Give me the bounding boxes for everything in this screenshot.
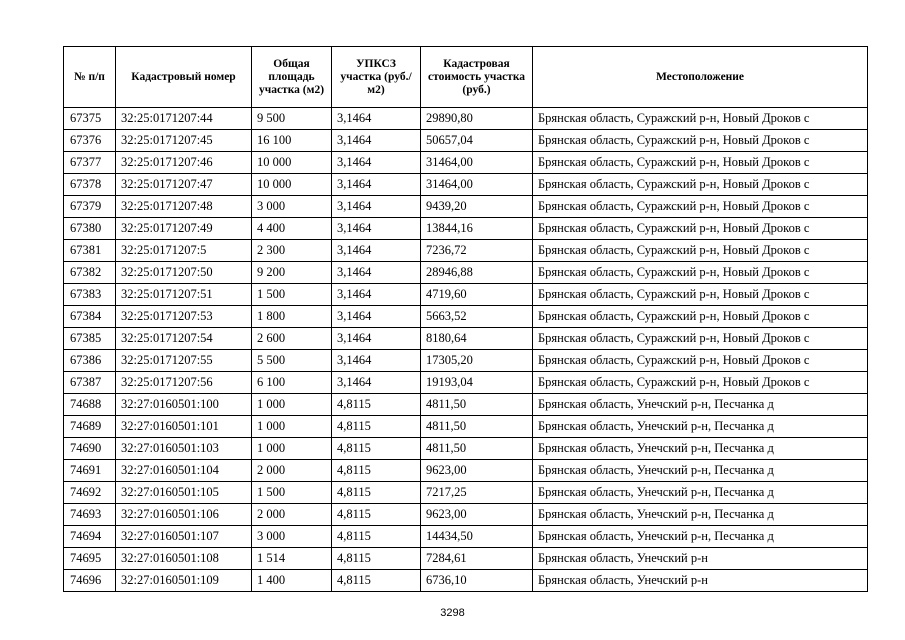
cell-cadastral-value: 4811,50 bbox=[421, 394, 533, 416]
cell-cadastral-number: 32:27:0160501:100 bbox=[116, 394, 252, 416]
cell-location: Брянская область, Суражский р-н, Новый Дроков с bbox=[533, 130, 868, 152]
cell-upksz: 3,1464 bbox=[332, 152, 421, 174]
cell-location: Брянская область, Унечский р-н, Песчанка д bbox=[533, 482, 868, 504]
table-row bbox=[64, 482, 868, 504]
header-index: № п/п bbox=[64, 47, 116, 108]
cell-cadastral-value: 9623,00 bbox=[421, 460, 533, 482]
cell-index: 67384 bbox=[64, 306, 116, 328]
cell-index: 67381 bbox=[64, 240, 116, 262]
cell-cadastral-value: 7236,72 bbox=[421, 240, 533, 262]
table-row bbox=[64, 152, 868, 174]
cell-cadastral-value: 5663,52 bbox=[421, 306, 533, 328]
cell-index: 67376 bbox=[64, 130, 116, 152]
cell-cadastral-value: 4719,60 bbox=[421, 284, 533, 306]
table-row bbox=[64, 218, 868, 240]
cell-location: Брянская область, Унечский р-н, Песчанка д bbox=[533, 460, 868, 482]
cell-upksz: 3,1464 bbox=[332, 372, 421, 394]
cell-location: Брянская область, Суражский р-н, Новый Дроков с bbox=[533, 372, 868, 394]
cell-cadastral-number: 32:25:0171207:5 bbox=[116, 240, 252, 262]
cell-area: 3 000 bbox=[252, 196, 332, 218]
cell-cadastral-value: 4811,50 bbox=[421, 416, 533, 438]
header-cadastral-number: Кадастровый номер bbox=[116, 47, 252, 108]
cell-area: 1 000 bbox=[252, 416, 332, 438]
cell-index: 74690 bbox=[64, 438, 116, 460]
cell-upksz: 4,8115 bbox=[332, 504, 421, 526]
cell-index: 67380 bbox=[64, 218, 116, 240]
cell-location: Брянская область, Унечский р-н, Песчанка д bbox=[533, 438, 868, 460]
cell-index: 74695 bbox=[64, 548, 116, 570]
cell-cadastral-value: 9623,00 bbox=[421, 504, 533, 526]
cell-cadastral-value: 17305,20 bbox=[421, 350, 533, 372]
cell-cadastral-number: 32:25:0171207:47 bbox=[116, 174, 252, 196]
cell-cadastral-value: 6736,10 bbox=[421, 570, 533, 592]
table-row bbox=[64, 108, 868, 130]
cell-cadastral-value: 9439,20 bbox=[421, 196, 533, 218]
cell-index: 67382 bbox=[64, 262, 116, 284]
cell-location: Брянская область, Унечский р-н, Песчанка д bbox=[533, 394, 868, 416]
cell-area: 5 500 bbox=[252, 350, 332, 372]
cell-cadastral-value: 31464,00 bbox=[421, 174, 533, 196]
cell-upksz: 3,1464 bbox=[332, 108, 421, 130]
table-row bbox=[64, 306, 868, 328]
cell-location: Брянская область, Суражский р-н, Новый Дроков с bbox=[533, 328, 868, 350]
table-row bbox=[64, 504, 868, 526]
cell-index: 67387 bbox=[64, 372, 116, 394]
cell-cadastral-number: 32:27:0160501:101 bbox=[116, 416, 252, 438]
table-row bbox=[64, 174, 868, 196]
cell-area: 2 300 bbox=[252, 240, 332, 262]
cell-upksz: 4,8115 bbox=[332, 526, 421, 548]
cell-upksz: 3,1464 bbox=[332, 262, 421, 284]
cell-cadastral-value: 29890,80 bbox=[421, 108, 533, 130]
cell-location: Брянская область, Суражский р-н, Новый Дроков с bbox=[533, 284, 868, 306]
cell-cadastral-number: 32:27:0160501:107 bbox=[116, 526, 252, 548]
cell-upksz: 3,1464 bbox=[332, 174, 421, 196]
cell-area: 16 100 bbox=[252, 130, 332, 152]
cell-area: 1 000 bbox=[252, 394, 332, 416]
cell-index: 74696 bbox=[64, 570, 116, 592]
cell-location: Брянская область, Унечский р-н, Песчанка д bbox=[533, 416, 868, 438]
cell-cadastral-number: 32:27:0160501:108 bbox=[116, 548, 252, 570]
cell-cadastral-number: 32:25:0171207:51 bbox=[116, 284, 252, 306]
cell-upksz: 3,1464 bbox=[332, 130, 421, 152]
cell-area: 1 500 bbox=[252, 284, 332, 306]
cell-location: Брянская область, Унечский р-н, Песчанка д bbox=[533, 526, 868, 548]
table-row bbox=[64, 196, 868, 218]
cell-location: Брянская область, Унечский р-н bbox=[533, 548, 868, 570]
cell-cadastral-number: 32:25:0171207:50 bbox=[116, 262, 252, 284]
cell-index: 74693 bbox=[64, 504, 116, 526]
cell-cadastral-number: 32:25:0171207:45 bbox=[116, 130, 252, 152]
cell-location: Брянская область, Суражский р-н, Новый Дроков с bbox=[533, 218, 868, 240]
cell-cadastral-number: 32:25:0171207:56 bbox=[116, 372, 252, 394]
cell-cadastral-value: 31464,00 bbox=[421, 152, 533, 174]
table-row bbox=[64, 438, 868, 460]
cell-upksz: 3,1464 bbox=[332, 284, 421, 306]
cell-cadastral-value: 8180,64 bbox=[421, 328, 533, 350]
cell-location: Брянская область, Суражский р-н, Новый Дроков с bbox=[533, 174, 868, 196]
table-row bbox=[64, 240, 868, 262]
table-row bbox=[64, 416, 868, 438]
cell-cadastral-number: 32:25:0171207:46 bbox=[116, 152, 252, 174]
table-row bbox=[64, 328, 868, 350]
cell-index: 74691 bbox=[64, 460, 116, 482]
cell-cadastral-number: 32:25:0171207:55 bbox=[116, 350, 252, 372]
cell-cadastral-value: 13844,16 bbox=[421, 218, 533, 240]
table-row bbox=[64, 372, 868, 394]
cell-location: Брянская область, Суражский р-н, Новый Дроков с bbox=[533, 240, 868, 262]
cell-cadastral-number: 32:25:0171207:54 bbox=[116, 328, 252, 350]
cell-upksz: 3,1464 bbox=[332, 350, 421, 372]
cell-cadastral-number: 32:25:0171207:49 bbox=[116, 218, 252, 240]
cell-location: Брянская область, Суражский р-н, Новый Дроков с bbox=[533, 306, 868, 328]
table-row bbox=[64, 130, 868, 152]
cell-cadastral-value: 4811,50 bbox=[421, 438, 533, 460]
cell-area: 2 600 bbox=[252, 328, 332, 350]
cell-cadastral-number: 32:27:0160501:104 bbox=[116, 460, 252, 482]
cell-cadastral-value: 28946,88 bbox=[421, 262, 533, 284]
cell-cadastral-value: 14434,50 bbox=[421, 526, 533, 548]
cell-area: 9 500 bbox=[252, 108, 332, 130]
table-row bbox=[64, 460, 868, 482]
cell-upksz: 4,8115 bbox=[332, 570, 421, 592]
cell-location: Брянская область, Суражский р-н, Новый Дроков с bbox=[533, 108, 868, 130]
table-row bbox=[64, 284, 868, 306]
cell-location: Брянская область, Суражский р-н, Новый Дроков с bbox=[533, 262, 868, 284]
cell-upksz: 3,1464 bbox=[332, 306, 421, 328]
cell-area: 4 400 bbox=[252, 218, 332, 240]
cell-upksz: 4,8115 bbox=[332, 548, 421, 570]
land-plots-table bbox=[63, 46, 868, 592]
cell-upksz: 3,1464 bbox=[332, 196, 421, 218]
cell-location: Брянская область, Унечский р-н, Песчанка д bbox=[533, 504, 868, 526]
cell-cadastral-number: 32:27:0160501:105 bbox=[116, 482, 252, 504]
cell-cadastral-value: 7284,61 bbox=[421, 548, 533, 570]
cell-location: Брянская область, Суражский р-н, Новый Дроков с bbox=[533, 152, 868, 174]
cell-index: 67383 bbox=[64, 284, 116, 306]
cell-cadastral-number: 32:25:0171207:53 bbox=[116, 306, 252, 328]
cell-area: 6 100 bbox=[252, 372, 332, 394]
cell-upksz: 4,8115 bbox=[332, 438, 421, 460]
table-row bbox=[64, 394, 868, 416]
cell-index: 74689 bbox=[64, 416, 116, 438]
cell-area: 1 500 bbox=[252, 482, 332, 504]
table-row bbox=[64, 548, 868, 570]
cell-upksz: 4,8115 bbox=[332, 394, 421, 416]
cell-index: 74688 bbox=[64, 394, 116, 416]
cell-index: 67385 bbox=[64, 328, 116, 350]
cell-upksz: 3,1464 bbox=[332, 328, 421, 350]
cell-upksz: 4,8115 bbox=[332, 416, 421, 438]
cell-area: 3 000 bbox=[252, 526, 332, 548]
cell-cadastral-number: 32:27:0160501:106 bbox=[116, 504, 252, 526]
page-number: 3298 bbox=[440, 607, 465, 619]
cell-area: 2 000 bbox=[252, 504, 332, 526]
header-location: Местоположение bbox=[533, 47, 868, 108]
cell-cadastral-number: 32:27:0160501:109 bbox=[116, 570, 252, 592]
cell-area: 1 400 bbox=[252, 570, 332, 592]
cell-area: 1 800 bbox=[252, 306, 332, 328]
header-area: Общая площадь участка (м2) bbox=[252, 47, 332, 108]
table-row bbox=[64, 526, 868, 548]
header-upksz: УПКСЗ участка (руб./м2) bbox=[332, 47, 421, 108]
cell-cadastral-value: 50657,04 bbox=[421, 130, 533, 152]
cell-area: 9 200 bbox=[252, 262, 332, 284]
cell-index: 67378 bbox=[64, 174, 116, 196]
cell-location: Брянская область, Суражский р-н, Новый Дроков с bbox=[533, 350, 868, 372]
header-row bbox=[64, 47, 868, 108]
cell-index: 67375 bbox=[64, 108, 116, 130]
cell-area: 1 000 bbox=[252, 438, 332, 460]
cell-upksz: 4,8115 bbox=[332, 460, 421, 482]
header-cadastral-value: Кадастровая стоимость участка (руб.) bbox=[421, 47, 533, 108]
cell-index: 67386 bbox=[64, 350, 116, 372]
cell-area: 2 000 bbox=[252, 460, 332, 482]
cell-area: 10 000 bbox=[252, 152, 332, 174]
cell-index: 74694 bbox=[64, 526, 116, 548]
cell-cadastral-number: 32:27:0160501:103 bbox=[116, 438, 252, 460]
cell-cadastral-value: 7217,25 bbox=[421, 482, 533, 504]
table-row bbox=[64, 570, 868, 592]
cell-cadastral-number: 32:25:0171207:44 bbox=[116, 108, 252, 130]
cell-index: 74692 bbox=[64, 482, 116, 504]
cell-index: 67379 bbox=[64, 196, 116, 218]
cell-cadastral-number: 32:25:0171207:48 bbox=[116, 196, 252, 218]
cell-location: Брянская область, Суражский р-н, Новый Дроков с bbox=[533, 196, 868, 218]
table-row bbox=[64, 262, 868, 284]
cell-index: 67377 bbox=[64, 152, 116, 174]
cell-cadastral-value: 19193,04 bbox=[421, 372, 533, 394]
cell-area: 10 000 bbox=[252, 174, 332, 196]
cell-location: Брянская область, Унечский р-н bbox=[533, 570, 868, 592]
cell-upksz: 3,1464 bbox=[332, 240, 421, 262]
table-row bbox=[64, 350, 868, 372]
cell-upksz: 3,1464 bbox=[332, 218, 421, 240]
cell-upksz: 4,8115 bbox=[332, 482, 421, 504]
cell-area: 1 514 bbox=[252, 548, 332, 570]
